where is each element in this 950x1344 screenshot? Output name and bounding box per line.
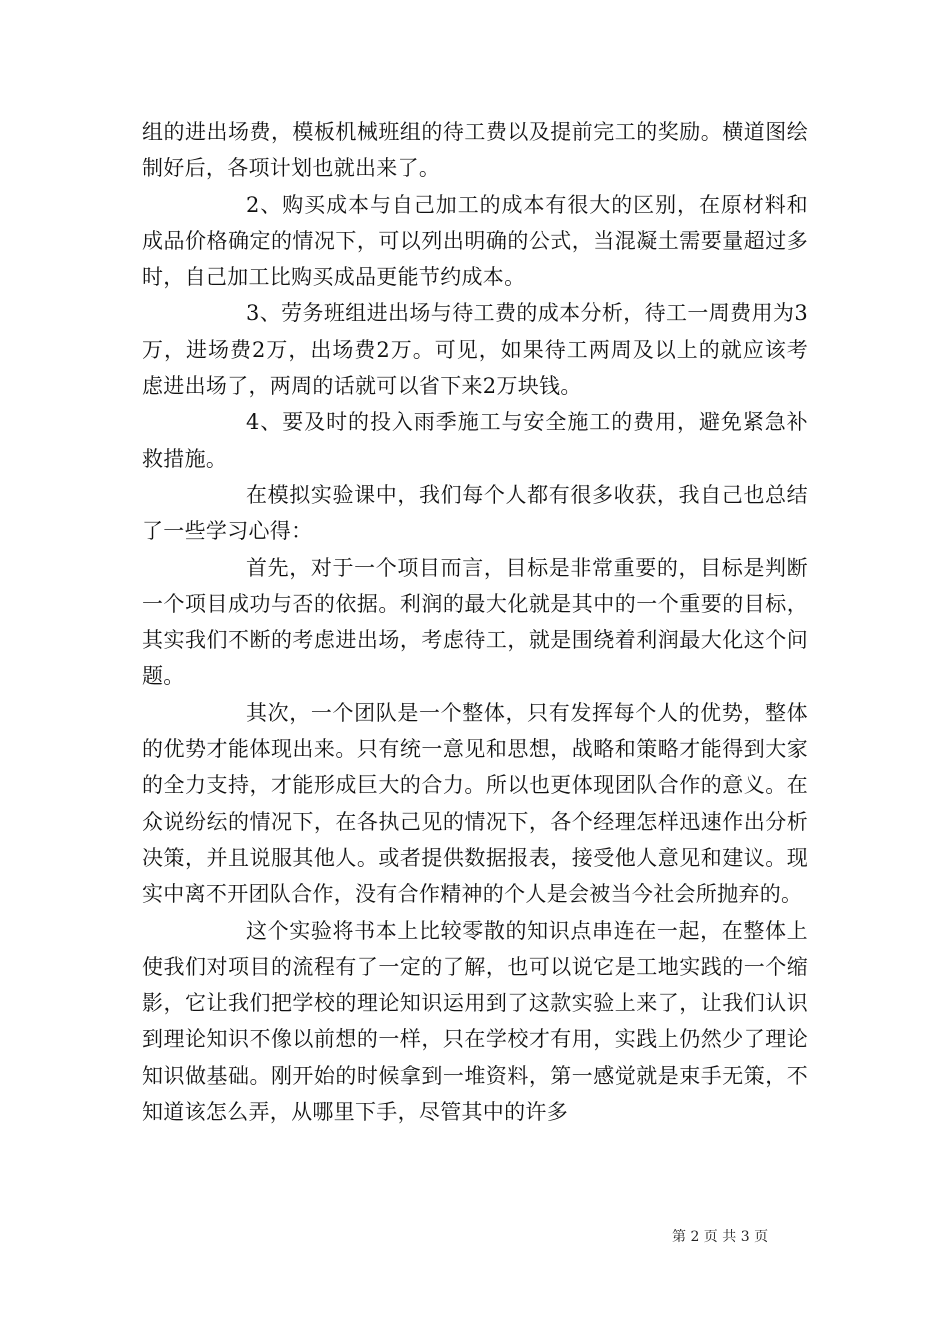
paragraph-experiment: 这个实验将书本上比较零散的知识点串连在一起，在整体上使我们对项目的流程有了一定的了解，也可以说它是工地实践的一个缩影，它让我们把学校的理论知识运用到了这款实验上来了，让我们认识到理论知识不像以前想的一样，只在学校才有用，实践上仍然少了理论知识做基础。刚开始的时候拿到一堆资料，第一感觉就是束手无策，不知道该怎么弄，从哪里下手，尽管其中的许多: [142, 918, 808, 1125]
paragraph-gains: 在模拟实验课中，我们每个人都有很多收获，我自己也总结了一些学习心得：: [142, 482, 808, 544]
paragraph-continuation: 组的进出场费，模板机械班组的待工费以及提前完工的奖励。横道图绘制好后，各项计划也就出来了。: [142, 120, 808, 181]
paragraph-point-4: 4、要及时的投入雨季施工与安全施工的费用，避免紧急补救措施。: [142, 410, 808, 471]
paragraph-point-3: 3、劳务班组进出场与待工费的成本分析，待工一周费用为3万，进场费2万，出场费2万。可见，如果待工两周及以上的就应该考虑进出场了，两周的话就可以省下来2万块钱。: [142, 301, 808, 399]
paragraph-second: 其次，一个团队是一个整体，只有发挥每个人的优势，整体的优势才能体现出来。只有统一意见和思想，战略和策略才能得到大家的全力支持，才能形成巨大的合力。所以也更体现团队合作的意义。在众说纷纭的情况下，在各执己见的情况下，各个经理怎样迅速作出分析决策，并且说服其他人。或者提供数据报表，接受他人意见和建议。现实中离不开团队合作，没有合作精神的个人是会被当今社会所抛弃的。: [142, 700, 808, 907]
paragraph-first: 首先，对于一个项目而言，目标是非常重要的，目标是判断一个项目成功与否的依据。利润的最大化就是其中的一个重要的目标，其实我们不断的考虑进出场，考虑待工，就是围绕着利润最大化这个问题。: [142, 555, 808, 689]
page-number-footer: 第 2 页 共 3 页: [672, 1229, 769, 1245]
document-body: [142, 114, 808, 1130]
paragraph-point-2: 2、购买成本与自己加工的成本有很大的区别，在原材料和成品价格确定的情况下，可以列出明确的公式，当混凝土需要量超过多时，自己加工比购买成品更能节约成本。: [142, 192, 808, 290]
